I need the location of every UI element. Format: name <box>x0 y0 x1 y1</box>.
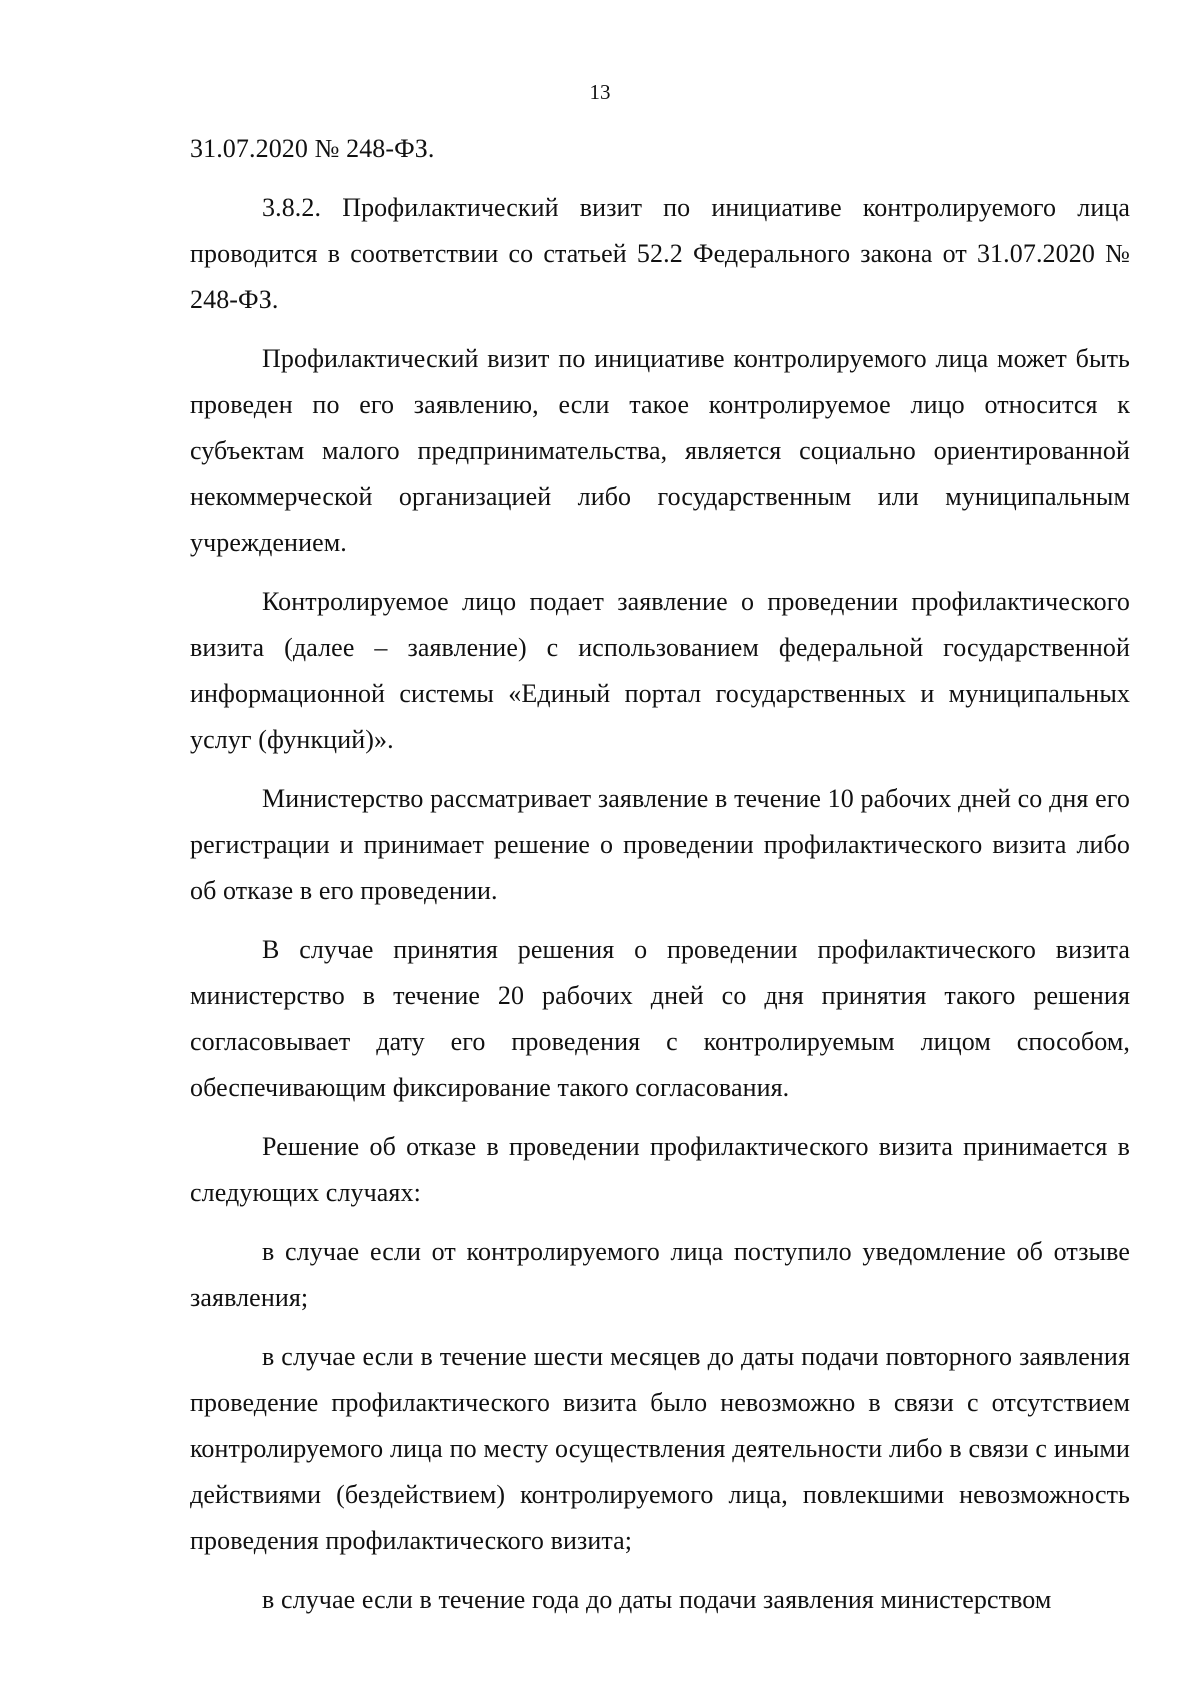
paragraph-3-8-2: 3.8.2. Профилактический визит по инициативе контролируемого лица проводится в соответствии со статьей 52.2 Федерального закона от 31.07.2020 № 248-ФЗ. <box>190 193 1130 314</box>
paragraph-date-agreement: В случае принятия решения о проведении профилактического визита министерство в течение 20 рабочих дней со дня принятия такого решения согласовывает дату его проведения с контролируемым лицом способом, обеспечивающим фиксирование такого согласования. <box>190 935 1130 1102</box>
paragraph-visit-eligibility: Профилактический визит по инициативе контролируемого лица может быть проведен по его заявлению, если такое контролируемое лицо относится к субъектам малого предпринимательства, является социально ориентированной некоммерческой организацией либо государственным или муниципальным учреждением. <box>190 344 1130 557</box>
paragraph-refusal-case-withdrawal: в случае если от контролируемого лица поступило уведомление об отзыве заявления; <box>190 1237 1130 1312</box>
paragraph-ministry-review: Министерство рассматривает заявление в течение 10 рабочих дней со дня его регистрации и принимает решение о проведении профилактического визита либо об отказе в его проведении. <box>190 784 1130 905</box>
document-body <box>190 126 1130 1636</box>
page-number: 13 <box>589 80 611 104</box>
paragraph-application-submission: Контролируемое лицо подает заявление о проведении профилактического визита (далее – заявление) с использованием федеральной государственной информационной системы «Единый портал государственных и муниципальных услуг (функций)». <box>190 587 1130 754</box>
paragraph-law-reference: 31.07.2020 № 248-ФЗ. <box>190 134 435 163</box>
paragraph-refusal-case-year: в случае если в течение года до даты подачи заявления министерством <box>262 1585 1052 1614</box>
paragraph-refusal-cases: Решение об отказе в проведении профилактического визита принимается в следующих случаях: <box>190 1132 1130 1207</box>
paragraph-refusal-case-impossible: в случае если в течение шести месяцев до даты подачи повторного заявления проведение профилактического визита было невозможно в связи с отсутствием контролируемого лица по месту осуществления деятельности либо в связи с иными действиями (бездействием) контролируемого лица, повлекшими невозможность проведения профилактического визита; <box>190 1342 1130 1555</box>
